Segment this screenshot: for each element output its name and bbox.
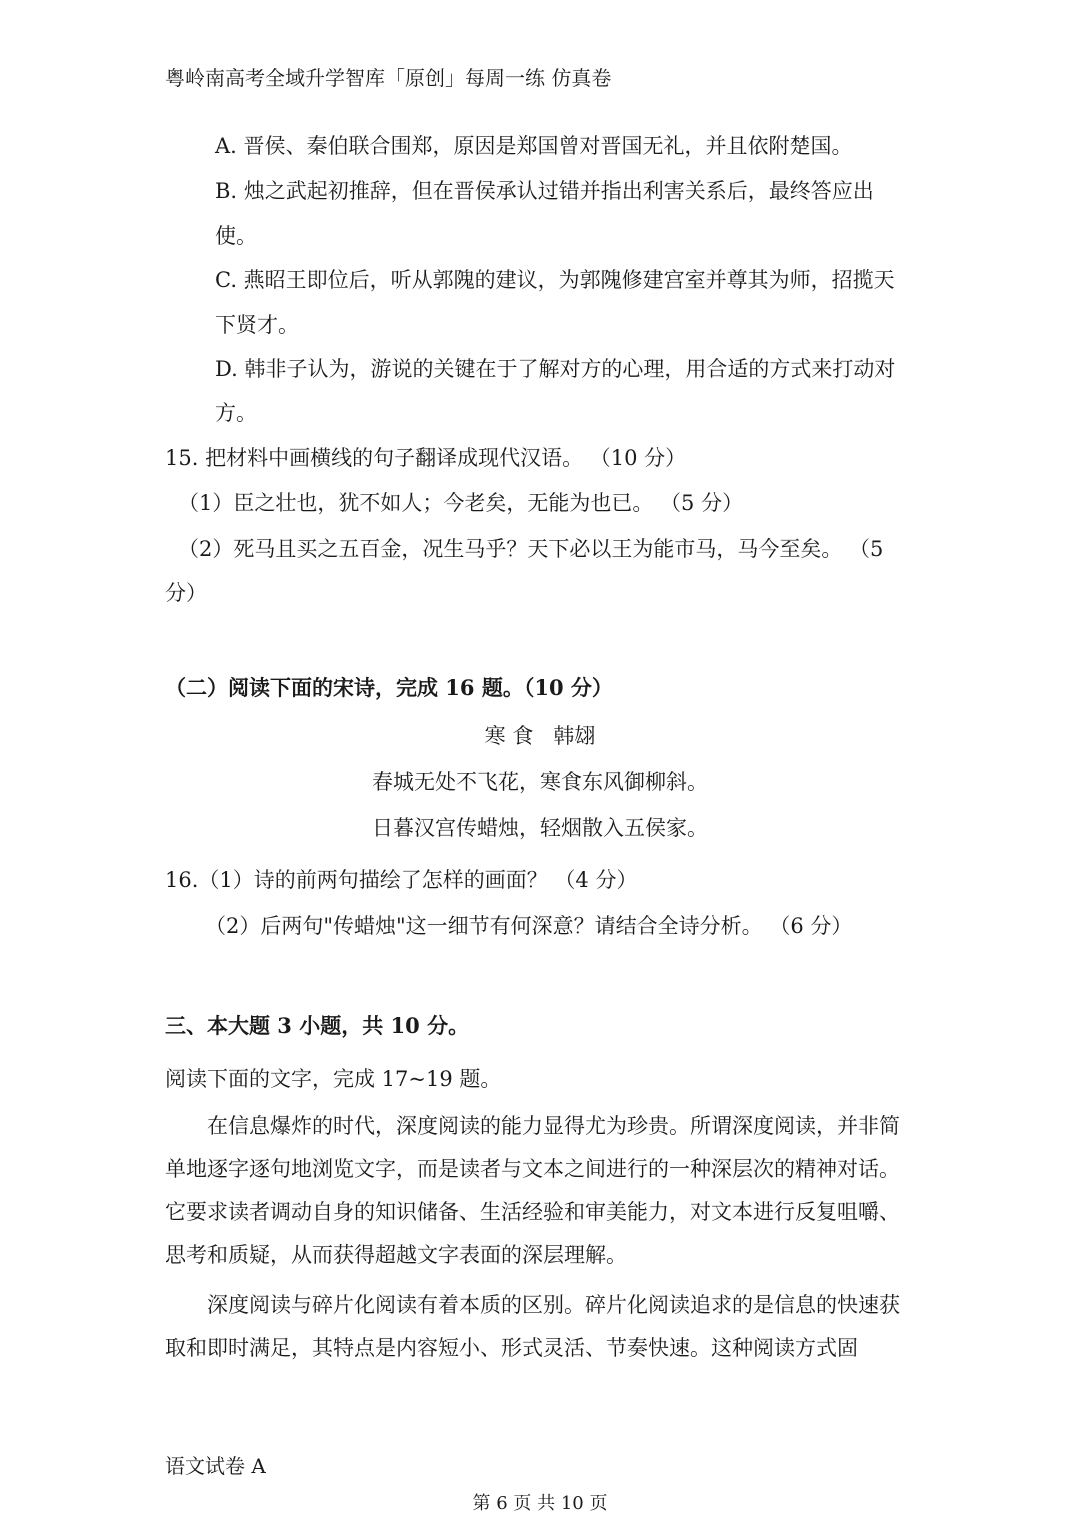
footer-paper-name: 语文试卷 A bbox=[165, 1454, 266, 1478]
question-15-sub2-line2: 分） bbox=[165, 581, 207, 605]
section-2-heading: （二）阅读下面的宋诗，完成 16 题。（10 分） bbox=[165, 675, 613, 700]
poem-line-1: 春城无处不飞花，寒食东风御柳斜。 bbox=[372, 770, 708, 794]
question-16-sub1: 16.（1）诗的前两句描绘了怎样的画面？ （4 分） bbox=[165, 868, 638, 892]
option-b-line2: 使。 bbox=[215, 224, 257, 248]
option-a: A. 晋侯、秦伯联合围郑，原因是郑国曾对晋国无礼，并且依附楚国。 bbox=[215, 134, 853, 158]
poem-title: 寒 食 韩翃 bbox=[484, 724, 596, 748]
footer-page-number: 第 6 页 共 10 页 bbox=[472, 1493, 608, 1514]
page-header: 粤岭南高考全域升学智库「原创」每周一练 仿真卷 bbox=[165, 66, 612, 90]
question-16-sub2: （2）后两句"传蜡烛"这一细节有何深意？请结合全诗分析。 （6 分） bbox=[205, 914, 853, 938]
poem-line-2: 日暮汉宫传蜡烛，轻烟散入五侯家。 bbox=[372, 816, 708, 840]
passage-paragraph-1: 在信息爆炸的时代，深度阅读的能力显得尤为珍贵。所谓深度阅读，并非简单地逐字逐句地浏览文字，而是读者与文本之间进行的一种深层次的精神对话。它要求读者调动自身的知识储备、生活经验和审美能力，对文本进行反复咀嚼、思考和质疑，从而获得超越文字表面的深层理解。 bbox=[165, 1114, 900, 1267]
option-d-line2: 方。 bbox=[215, 401, 257, 425]
section-3-intro: 阅读下面的文字，完成 17~19 题。 bbox=[165, 1067, 502, 1091]
question-15-sub1: （1）臣之壮也，犹不如人；今老矣，无能为也已。 （5 分） bbox=[178, 491, 744, 515]
option-b-line1: B. 烛之武起初推辞，但在晋侯承认过错并指出利害关系后，最终答应出 bbox=[215, 179, 874, 203]
question-15-stem: 15. 把材料中画横线的句子翻译成现代汉语。 （10 分） bbox=[165, 446, 687, 470]
option-c-line1: C. 燕昭王即位后，听从郭隗的建议，为郭隗修建宫室并尊其为师，招揽天 bbox=[215, 268, 895, 292]
option-c-line2: 下贤才。 bbox=[215, 313, 299, 337]
passage-paragraph-2: 深度阅读与碎片化阅读有着本质的区别。碎片化阅读追求的是信息的快速获取和即时满足，其特点是内容短小、形式灵活、节奏快速。这种阅读方式固 bbox=[165, 1293, 900, 1360]
section-3-heading: 三、本大题 3 小题，共 10 分。 bbox=[165, 1013, 470, 1038]
question-15-sub2-line1: （2）死马且买之五百金，况生马乎？天下必以王为能市马，马今至矣。 （5 bbox=[178, 537, 884, 561]
option-d-line1: D. 韩非子认为，游说的关键在于了解对方的心理，用合适的方式来打动对 bbox=[215, 357, 896, 381]
